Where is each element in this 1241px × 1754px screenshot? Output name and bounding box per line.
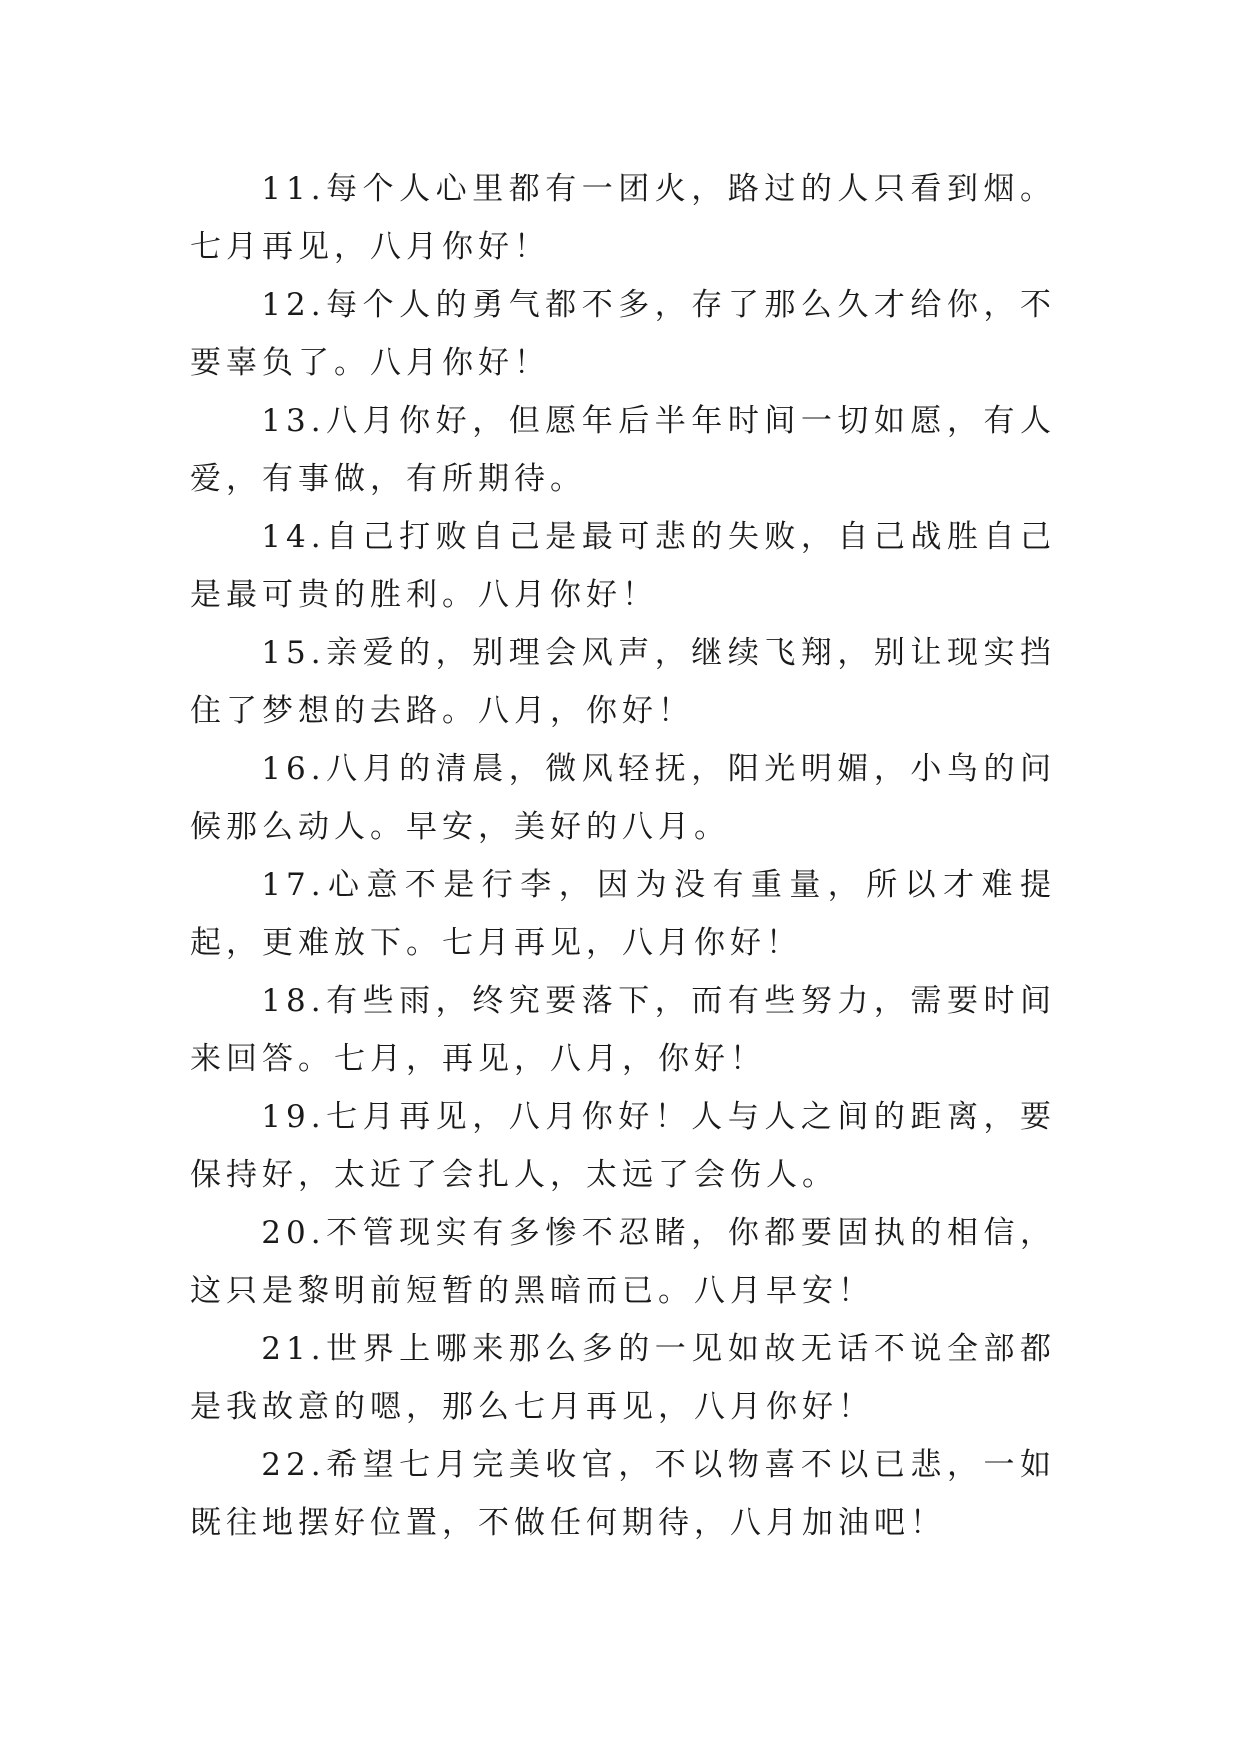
paragraph-14: 14.自己打败自己是最可悲的失败，自己战胜自己是最可贵的胜利。八月你好！ [190,519,1056,613]
paragraph-12: 12.每个人的勇气都不多，存了那么久才给你，不要辜负了。八月你好！ [190,287,1056,381]
paragraph-21: 21.世界上哪来那么多的一见如故无话不说全部都是我故意的嗯，那么七月再见，八月你好！ [190,1331,1056,1425]
paragraph-18: 18.有些雨，终究要落下，而有些努力，需要时间来回答。七月，再见，八月，你好！ [190,983,1056,1077]
paragraph-15: 15.亲爱的，别理会风声，继续飞翔，别让现实挡住了梦想的去路。八月，你好！ [190,635,1056,729]
paragraph-19: 19.七月再见，八月你好！人与人之间的距离，要保持好，太近了会扎人，太远了会伤人。 [190,1099,1056,1193]
paragraph-22: 22.希望七月完美收官，不以物喜不以已悲，一如既往地摆好位置，不做任何期待，八月加油吧！ [190,1447,1056,1541]
paragraph-13: 13.八月你好，但愿年后半年时间一切如愿，有人爱，有事做，有所期待。 [190,403,1056,497]
text-body [190,160,1056,1552]
paragraph-11: 11.每个人心里都有一团火，路过的人只看到烟。七月再见，八月你好！ [190,171,1056,265]
paragraph-20: 20.不管现实有多惨不忍睹，你都要固执的相信，这只是黎明前短暂的黑暗而已。八月早安！ [190,1215,1056,1309]
paragraph-16: 16.八月的清晨，微风轻抚，阳光明媚，小鸟的问候那么动人。早安，美好的八月。 [190,751,1056,845]
paragraph-17: 17.心意不是行李，因为没有重量，所以才难提起，更难放下。七月再见，八月你好！ [190,867,1056,961]
